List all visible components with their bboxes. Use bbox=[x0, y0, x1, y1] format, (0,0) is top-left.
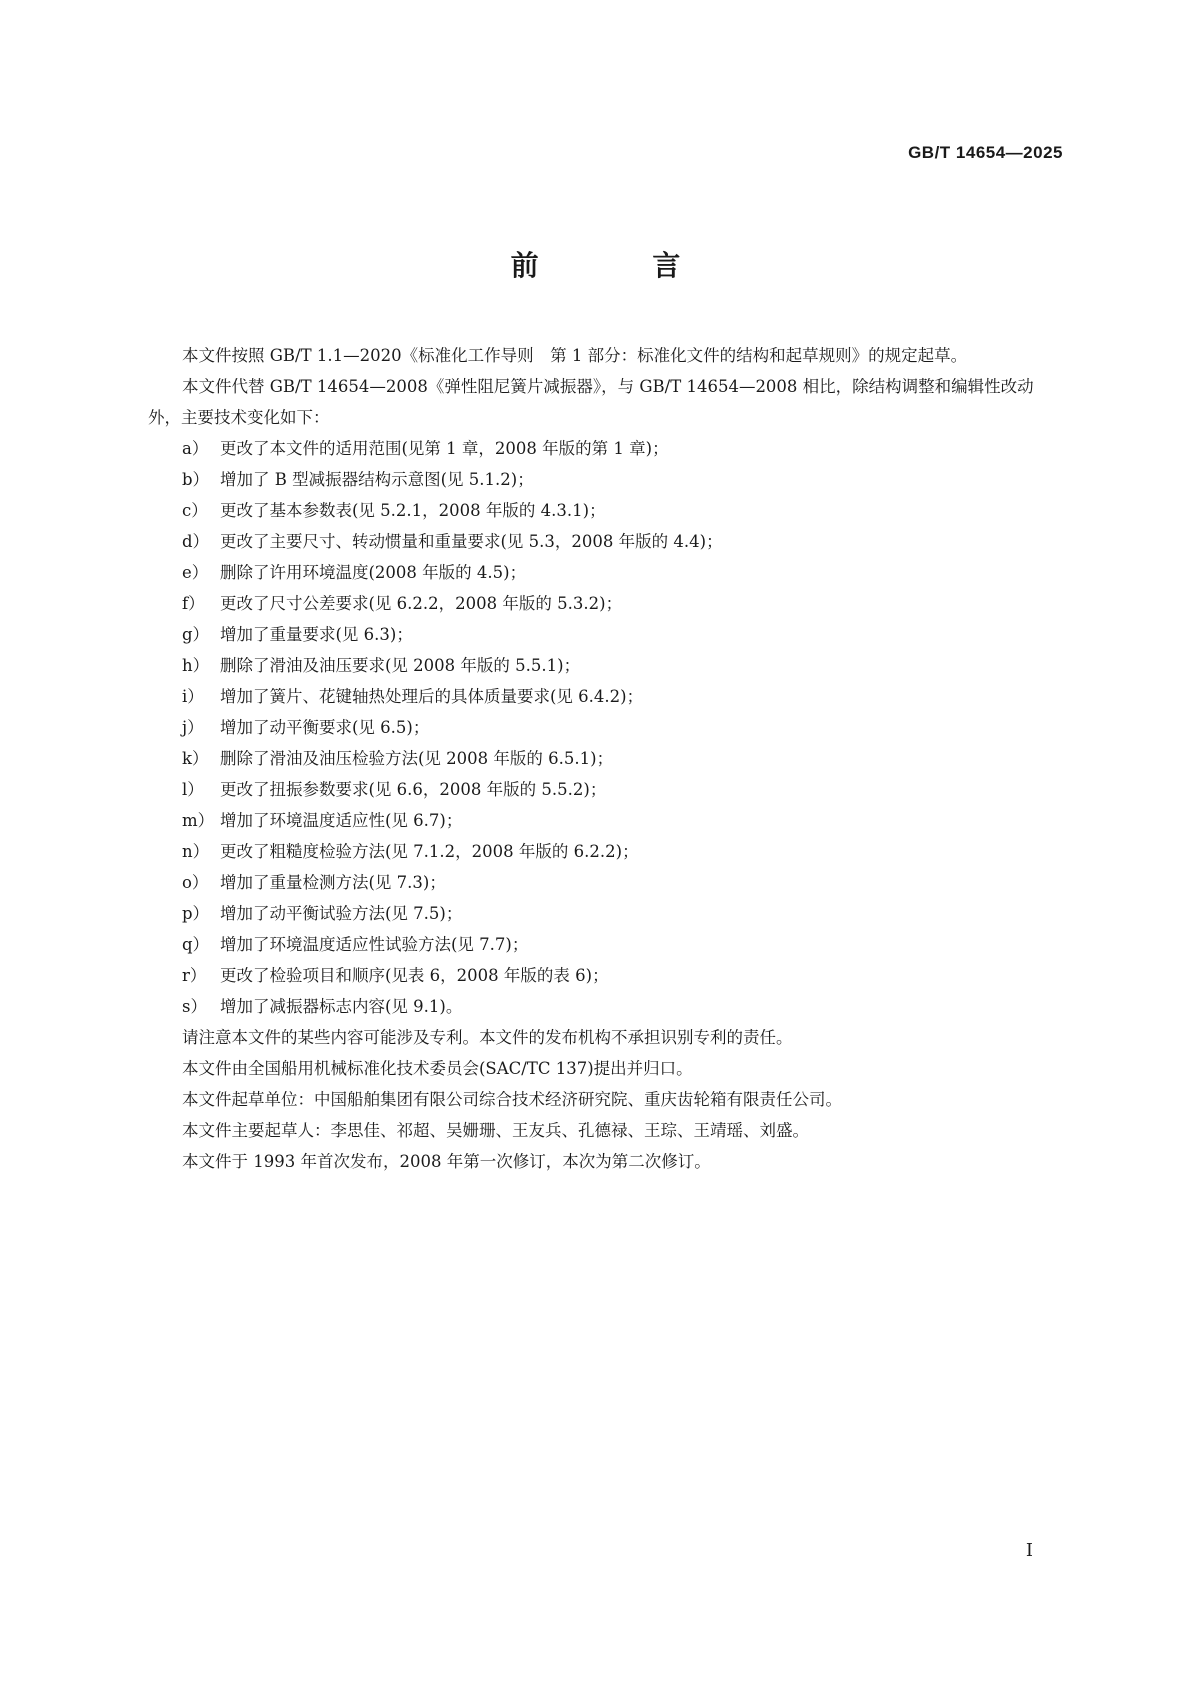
list-item-text: 删除了许用环境温度(2008 年版的 4.5)； bbox=[220, 563, 527, 582]
list-marker: s） bbox=[182, 997, 207, 1016]
list-item-text: 更改了尺寸公差要求(见 6.2.2，2008 年版的 5.3.2)； bbox=[220, 594, 623, 613]
list-item-text: 增加了重量检测方法(见 7.3)； bbox=[220, 873, 446, 892]
standard-code: GB/T 14654—2025 bbox=[908, 143, 1063, 162]
list-item bbox=[148, 495, 1064, 526]
list-marker: e） bbox=[182, 563, 209, 582]
drafting-units: 本文件起草单位：中国船舶集团有限公司综合技术经济研究院、重庆齿轮箱有限责任公司。 bbox=[182, 1090, 842, 1109]
list-marker: b） bbox=[182, 470, 210, 489]
list-item-text: 增加了动平衡要求(见 6.5)； bbox=[220, 718, 430, 737]
list-marker: q） bbox=[182, 935, 210, 954]
list-item-text: 更改了扭振参数要求(见 6.6，2008 年版的 5.5.2)； bbox=[220, 780, 607, 799]
intro-paragraph: 本文件代替 GB/T 14654—2008《弹性阻尼簧片减振器》，与 GB/T 14654—2008 相比，除结构调整和编辑性改动外，主要技术变化如下： bbox=[148, 377, 1034, 427]
list-item bbox=[148, 867, 1064, 898]
list-item-text: 更改了粗糙度检验方法(见 7.1.2，2008 年版的 6.2.2)； bbox=[220, 842, 639, 861]
list-marker: p） bbox=[182, 904, 210, 923]
list-item-text: 增加了环境温度适应性(见 6.7)； bbox=[220, 811, 463, 830]
list-item-text: 增加了 B 型减振器结构示意图(见 5.1.2)； bbox=[220, 470, 534, 489]
preface-body bbox=[148, 340, 1064, 1177]
list-item bbox=[148, 557, 1064, 588]
list-item bbox=[148, 650, 1064, 681]
list-item bbox=[148, 433, 1064, 464]
list-marker: a） bbox=[182, 439, 209, 458]
list-item-text: 更改了主要尺寸、转动惯量和重量要求(见 5.3，2008 年版的 4.4)； bbox=[220, 532, 723, 551]
proposer-statement: 本文件由全国船用机械标准化技术委员会(SAC/TC 137)提出并归口。 bbox=[182, 1059, 693, 1078]
list-item bbox=[148, 960, 1064, 991]
list-item-text: 增加了动平衡试验方法(见 7.5)； bbox=[220, 904, 463, 923]
list-marker: i） bbox=[182, 687, 204, 706]
list-item bbox=[148, 712, 1064, 743]
intro-paragraph: 本文件按照 GB/T 1.1—2020《标准化工作导则 第 1 部分：标准化文件的结构和起草规则》的规定起草。 bbox=[182, 346, 968, 365]
list-marker: d） bbox=[182, 532, 210, 551]
list-item bbox=[148, 991, 1064, 1022]
list-item bbox=[148, 619, 1064, 650]
list-marker: j） bbox=[182, 718, 204, 737]
list-item-text: 更改了本文件的适用范围(见第 1 章，2008 年版的第 1 章)； bbox=[220, 439, 669, 458]
list-item bbox=[148, 898, 1064, 929]
list-item-text: 更改了基本参数表(见 5.2.1，2008 年版的 4.3.1)； bbox=[220, 501, 606, 520]
list-marker: h） bbox=[182, 656, 210, 675]
list-item bbox=[148, 526, 1064, 557]
list-marker: n） bbox=[182, 842, 210, 861]
technical-changes-list bbox=[148, 433, 1064, 1022]
page-number: Ⅰ bbox=[1025, 1540, 1033, 1561]
list-marker: o） bbox=[182, 873, 209, 892]
list-item bbox=[148, 836, 1064, 867]
list-item bbox=[148, 743, 1064, 774]
page-title: 前 言 bbox=[510, 249, 733, 282]
list-marker: l） bbox=[182, 780, 204, 799]
list-item-text: 增加了重量要求(见 6.3)； bbox=[220, 625, 413, 644]
list-item-text: 增加了环境温度适应性试验方法(见 7.7)； bbox=[220, 935, 529, 954]
list-marker: c） bbox=[182, 501, 208, 520]
list-item-text: 删除了滑油及油压要求(见 2008 年版的 5.5.1)； bbox=[220, 656, 581, 675]
list-marker: g） bbox=[182, 625, 210, 644]
list-item bbox=[148, 681, 1064, 712]
list-marker: f） bbox=[182, 594, 205, 613]
list-item-text: 增加了减振器标志内容(见 9.1)。 bbox=[220, 997, 463, 1016]
list-item-text: 增加了簧片、花键轴热处理后的具体质量要求(见 6.4.2)； bbox=[220, 687, 644, 706]
drafters: 本文件主要起草人：李思佳、祁超、吴姗珊、王友兵、孔德禄、王琮、王靖瑶、刘盛。 bbox=[182, 1121, 809, 1140]
list-item bbox=[148, 805, 1064, 836]
list-item-text: 更改了检验项目和顺序(见表 6，2008 年版的表 6)； bbox=[220, 966, 609, 985]
list-marker: r） bbox=[182, 966, 207, 985]
revision-history: 本文件于 1993 年首次发布，2008 年第一次修订，本次为第二次修订。 bbox=[182, 1152, 711, 1171]
list-item bbox=[148, 464, 1064, 495]
list-item bbox=[148, 774, 1064, 805]
list-item bbox=[148, 588, 1064, 619]
patent-notice: 请注意本文件的某些内容可能涉及专利。本文件的发布机构不承担识别专利的责任。 bbox=[182, 1028, 793, 1047]
list-marker: m） bbox=[182, 811, 215, 830]
list-item bbox=[148, 929, 1064, 960]
list-item-text: 删除了滑油及油压检验方法(见 2008 年版的 6.5.1)； bbox=[220, 749, 614, 768]
list-marker: k） bbox=[182, 749, 209, 768]
